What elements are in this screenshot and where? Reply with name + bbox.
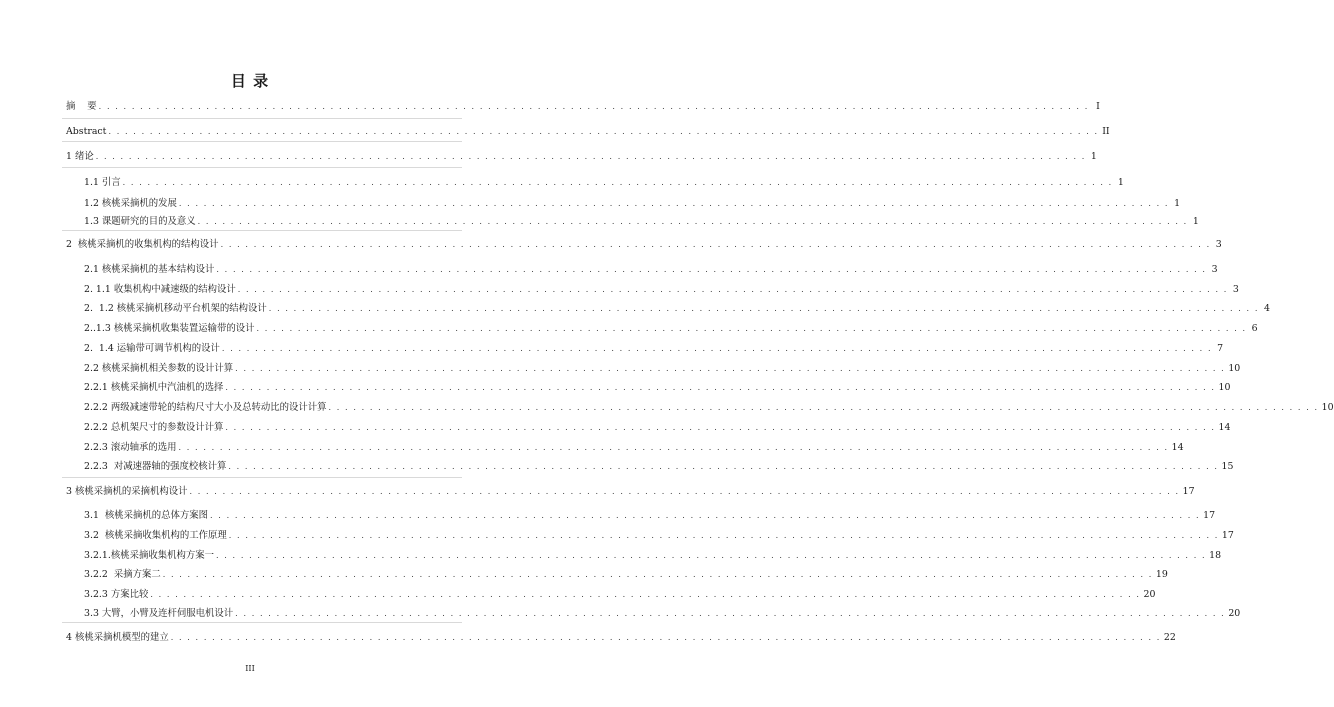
page-number: III [245,664,255,673]
toc-entry-page: 1 [1117,177,1124,188]
toc-entry-label: 2 核桃采摘机的收集机构的结构设计 [66,239,219,250]
toc-entry[interactable] [84,549,1222,563]
toc-entry-page: 1 [1192,216,1199,227]
toc-entry-page: II [1102,126,1110,137]
toc-entry-page: 4 [1264,303,1270,314]
toc-leader-dots: . . . . . . . . . . . . . . . . . . . . . . . . . . . . . . . . . . . . . . . . . . . . . . . . . . . . . . . . . . . . . . . . . . . . . . . . . . . . . . . . . . . . . . . . . . . . . . . . . . . . . . . . . . . . . . . . . . . . . . . . [178,199,1170,208]
toc-entry[interactable] [84,283,1239,297]
toc-entry-label: 3.2.2 采摘方案二 [84,569,161,580]
toc-entry-page: 6 [1251,323,1258,334]
toc-entry[interactable] [66,485,1195,499]
toc-leader-dots: . . . . . . . . . . . . . . . . . . . . . . . . . . . . . . . . . . . . . . . . . . . . . . . . . . . . . . . . . . . . . . . . . . . . . . . . . . . . . . . . . . . . . . . . . . . . . . . . . . . . . . . . . . . . . . . . . . . . . . . . [256,324,1247,333]
toc-entry-label: 2.2.2 总机架尺寸的参数设计计算 [84,422,224,433]
toc-leader-dots: . . . . . . . . . . . . . . . . . . . . . . . . . . . . . . . . . . . . . . . . . . . . . . . . . . . . . . . . . . . . . . . . . . . . . . . . . . . . . . . . . . . . . . . . . . . . . . . . . . . . . . . . . . . . . . . . . . . . . . . . [197,217,1188,226]
toc-entry[interactable] [84,263,1218,277]
toc-entry-label: 2..1.3 核桃采摘机收集装置运输带的设计 [84,323,255,334]
toc-entry-page: 7 [1217,343,1224,354]
toc-entry-label: 摘 要 [66,101,97,112]
toc-leader-dots: . . . . . . . . . . . . . . . . . . . . . . . . . . . . . . . . . . . . . . . . . . . . . . . . . . . . . . . . . . . . . . . . . . . . . . . . . . . . . . . . . . . . . . . . . . . . . . . . . . . . . . . . . . . . . . . . . . . . . . . . [237,285,1228,294]
toc-entry-label: 2. 1.1 收集机构中减速级的结构设计 [84,284,236,295]
toc-leader-dots: . . . . . . . . . . . . . . . . . . . . . . . . . . . . . . . . . . . . . . . . . . . . . . . . . . . . . . . . . . . . . . . . . . . . . . . . . . . . . . . . . . . . . . . . . . . . . . . . . . . . . . . . . . . . . . . . . . . . . . . . [220,240,1211,249]
toc-entry-label: 2. 1.2 核桃采摘机移动平台机架的结构设计 [84,303,267,314]
toc-entry[interactable] [66,631,1176,645]
toc-entry-page: 18 [1209,550,1222,561]
section-divider [62,622,462,623]
toc-entry-page: 3 [1211,264,1218,275]
toc-entry-label: 2.1 核桃采摘机的基本结构设计 [84,264,215,275]
section-divider [62,477,462,478]
toc-entry-page: 17 [1182,486,1195,497]
toc-entry[interactable] [84,401,1334,415]
toc-leader-dots: . . . . . . . . . . . . . . . . . . . . . . . . . . . . . . . . . . . . . . . . . . . . . . . . . . . . . . . . . . . . . . . . . . . . . . . . . . . . . . . . . . . . . . . . . . . . . . . . . . . . . . . . . . . . . . . . . . . . . . . . [178,443,1169,452]
toc-entry-page: 17 [1221,530,1234,541]
toc-entry-page: 22 [1163,632,1176,643]
toc-entry[interactable] [84,421,1231,435]
toc-entry-label: 2. 1.4 运输带可调节机构的设计 [84,343,220,354]
toc-entry[interactable] [84,362,1241,376]
toc-entry-page: 15 [1221,461,1234,472]
toc-entry-label: 1.1 引言 [84,177,121,188]
toc-entry-label: 3.2.1.核桃采摘收集机构方案一 [84,550,214,561]
toc-entry-page: 17 [1203,510,1216,521]
toc-entry[interactable] [84,607,1241,621]
section-divider [62,167,462,168]
toc-entry[interactable] [84,588,1156,602]
section-divider [62,141,462,142]
toc-entry[interactable] [84,509,1216,523]
toc-entry-label: Abstract [66,126,107,137]
section-divider [62,118,462,119]
toc-entry-page: 10 [1321,402,1334,413]
toc-leader-dots: . . . . . . . . . . . . . . . . . . . . . . . . . . . . . . . . . . . . . . . . . . . . . . . . . . . . . . . . . . . . . . . . . . . . . . . . . . . . . . . . . . . . . . . . . . . . . . . . . . . . . . . . . . . . . . . . . . . . . . . . [228,531,1219,540]
toc-entry[interactable] [66,100,1100,114]
toc-leader-dots: . . . . . . . . . . . . . . . . . . . . . . . . . . . . . . . . . . . . . . . . . . . . . . . . . . . . . . . . . . . . . . . . . . . . . . . . . . . . . . . . . . . . . . . . . . . . . . . . . . . . . . . . . . . . . . . . . . . . . . . . [268,304,1259,313]
toc-entry[interactable] [84,215,1199,229]
toc-entry-page: 1 [1090,151,1097,162]
toc-entry-label: 2.2.2 两级减速带轮的结构尺寸大小及总转动比的设计计算 [84,402,327,413]
toc-leader-dots: . . . . . . . . . . . . . . . . . . . . . . . . . . . . . . . . . . . . . . . . . . . . . . . . . . . . . . . . . . . . . . . . . . . . . . . . . . . . . . . . . . . . . . . . . . . . . . . . . . . . . . . . . . . . . . . . . . . . . . . . [216,265,1207,274]
toc-leader-dots: . . . . . . . . . . . . . . . . . . . . . . . . . . . . . . . . . . . . . . . . . . . . . . . . . . . . . . . . . . . . . . . . . . . . . . . . . . . . . . . . . . . . . . . . . . . . . . . . . . . . . . . . . . . . . . . . . . . . . . . . [228,462,1219,471]
toc-entry-label: 3.2 核桃采摘收集机构的工作原理 [84,530,227,541]
toc-entry[interactable] [84,460,1234,474]
toc-entry[interactable] [84,529,1234,543]
toc-leader-dots: . . . . . . . . . . . . . . . . . . . . . . . . . . . . . . . . . . . . . . . . . . . . . . . . . . . . . . . . . . . . . . . . . . . . . . . . . . . . . . . . . . . . . . . . . . . . . . . . . . . . . . . . . . . . . . . . . . . . . . . . [210,511,1201,520]
toc-entry-page: I [1096,101,1100,112]
toc-entry-page: 19 [1155,569,1168,580]
toc-entry-label: 2.2 核桃采摘机相关参数的设计计算 [84,363,234,374]
toc-entry[interactable] [66,150,1097,164]
toc-leader-dots: . . . . . . . . . . . . . . . . . . . . . . . . . . . . . . . . . . . . . . . . . . . . . . . . . . . . . . . . . . . . . . . . . . . . . . . . . . . . . . . . . . . . . . . . . . . . . . . . . . . . . . . . . . . . . . . . . . . . . . . . [189,487,1180,496]
toc-leader-dots: . . . . . . . . . . . . . . . . . . . . . . . . . . . . . . . . . . . . . . . . . . . . . . . . . . . . . . . . . . . . . . . . . . . . . . . . . . . . . . . . . . . . . . . . . . . . . . . . . . . . . . . . . . . . . . . . . . . . . . . . [225,423,1216,432]
toc-entry-label: 4 核桃采摘机模型的建立 [66,632,169,643]
toc-entry-page: 3 [1232,284,1239,295]
toc-leader-dots: . . . . . . . . . . . . . . . . . . . . . . . . . . . . . . . . . . . . . . . . . . . . . . . . . . . . . . . . . . . . . . . . . . . . . . . . . . . . . . . . . . . . . . . . . . . . . . . . . . . . . . . . . . . . . . . . . . . . . . . . [215,551,1207,560]
toc-entry-label: 2.2.3 滚动轴承的选用 [84,442,177,453]
toc-entry-page: 14 [1171,442,1184,453]
toc-entry-page: 20 [1143,589,1156,600]
toc-entry-page: 3 [1215,239,1222,250]
toc-leader-dots: . . . . . . . . . . . . . . . . . . . . . . . . . . . . . . . . . . . . . . . . . . . . . . . . . . . . . . . . . . . . . . . . . . . . . . . . . . . . . . . . . . . . . . . . . . . . . . . . . . . . . . . . . . . . . . . . . . . . . . . . [162,570,1153,579]
toc-leader-dots: . . . . . . . . . . . . . . . . . . . . . . . . . . . . . . . . . . . . . . . . . . . . . . . . . . . . . . . . . . . . . . . . . . . . . . . . . . . . . . . . . . . . . . . . . . . . . . . . . . . . . . . . . . . . . . . . . . . . . . . . [221,344,1213,353]
toc-leader-dots: . . . . . . . . . . . . . . . . . . . . . . . . . . . . . . . . . . . . . . . . . . . . . . . . . . . . . . . . . . . . . . . . . . . . . . . . . . . . . . . . . . . . . . . . . . . . . . . . . . . . . . . . . . . . . . . . . . . . . . . . [328,403,1319,412]
toc-leader-dots: . . . . . . . . . . . . . . . . . . . . . . . . . . . . . . . . . . . . . . . . . . . . . . . . . . . . . . . . . . . . . . . . . . . . . . . . . . . . . . . . . . . . . . . . . . . . . . . . . . . . . . . . . . . . . . . . . . . . . . . . [225,383,1216,392]
toc-entry[interactable] [84,302,1270,316]
toc-leader-dots: . . . . . . . . . . . . . . . . . . . . . . . . . . . . . . . . . . . . . . . . . . . . . . . . . . . . . . . . . . . . . . . . . . . . . . . . . . . . . . . . . . . . . . . . . . . . . . . . . . . . . . . . . . . . . . . . . . . . . . . . [235,364,1226,373]
toc-entry-label: 1 绪论 [66,151,94,162]
toc-leader-dots: . . . . . . . . . . . . . . . . . . . . . . . . . . . . . . . . . . . . . . . . . . . . . . . . . . . . . . . . . . . . . . . . . . . . . . . . . . . . . . . . . . . . . . . . . . . . . . . . . . . . . . . . . . . . . . . . . . . . . . . . [98,102,1089,111]
toc-entry-label: 2.2.1 核桃采摘机中汽油机的选择 [84,382,224,393]
toc-entry[interactable] [84,322,1258,336]
toc-leader-dots: . . . . . . . . . . . . . . . . . . . . . . . . . . . . . . . . . . . . . . . . . . . . . . . . . . . . . . . . . . . . . . . . . . . . . . . . . . . . . . . . . . . . . . . . . . . . . . . . . . . . . . . . . . . . . . . . . . . . . . . . [122,178,1113,187]
toc-title: 目 录 [230,72,270,90]
toc-entry-label: 3.1 核桃采摘机的总体方案图 [84,510,208,521]
toc-entry[interactable] [84,342,1224,356]
toc-entry[interactable] [84,197,1181,211]
toc-leader-dots: . . . . . . . . . . . . . . . . . . . . . . . . . . . . . . . . . . . . . . . . . . . . . . . . . . . . . . . . . . . . . . . . . . . . . . . . . . . . . . . . . . . . . . . . . . . . . . . . . . . . . . . . . . . . . . . . . . . . . . . . [95,152,1086,161]
toc-entry-label: 2.2.3 对减速器轴的强度校核计算 [84,461,227,472]
toc-entry-label: 1.3 课题研究的目的及意义 [84,216,196,227]
toc-entry-page: 20 [1228,608,1241,619]
toc-entry[interactable] [66,125,1110,139]
section-divider [62,230,462,231]
toc-entry-label: 3.2.3 方案比较 [84,589,149,600]
toc-entry-page: 14 [1218,422,1231,433]
toc-leader-dots: . . . . . . . . . . . . . . . . . . . . . . . . . . . . . . . . . . . . . . . . . . . . . . . . . . . . . . . . . . . . . . . . . . . . . . . . . . . . . . . . . . . . . . . . . . . . . . . . . . . . . . . . . . . . . . . . . . . . . . . . [108,127,1099,136]
toc-entry[interactable] [66,238,1222,252]
toc-entry-label: 3.3 大臂，小臂及连杆伺服电机设计 [84,608,234,619]
toc-leader-dots: . . . . . . . . . . . . . . . . . . . . . . . . . . . . . . . . . . . . . . . . . . . . . . . . . . . . . . . . . . . . . . . . . . . . . . . . . . . . . . . . . . . . . . . . . . . . . . . . . . . . . . . . . . . . . . . . . . . . . . . . [150,590,1141,599]
toc-entry[interactable] [84,441,1184,455]
toc-entry-page: 10 [1228,363,1241,374]
toc-entry-label: 1.2 核桃采摘机的发展 [84,198,177,209]
toc-entry-page: 1 [1174,198,1181,209]
toc-entry[interactable] [84,176,1124,190]
toc-entry[interactable] [84,381,1231,395]
toc-entry[interactable] [84,568,1168,582]
toc-leader-dots: . . . . . . . . . . . . . . . . . . . . . . . . . . . . . . . . . . . . . . . . . . . . . . . . . . . . . . . . . . . . . . . . . . . . . . . . . . . . . . . . . . . . . . . . . . . . . . . . . . . . . . . . . . . . . . . . . . . . . . . . [170,633,1161,642]
toc-leader-dots: . . . . . . . . . . . . . . . . . . . . . . . . . . . . . . . . . . . . . . . . . . . . . . . . . . . . . . . . . . . . . . . . . . . . . . . . . . . . . . . . . . . . . . . . . . . . . . . . . . . . . . . . . . . . . . . . . . . . . . . . [235,609,1226,618]
toc-entry-page: 10 [1218,382,1231,393]
toc-entry-label: 3 核桃采摘机的采摘机构设计 [66,486,188,497]
